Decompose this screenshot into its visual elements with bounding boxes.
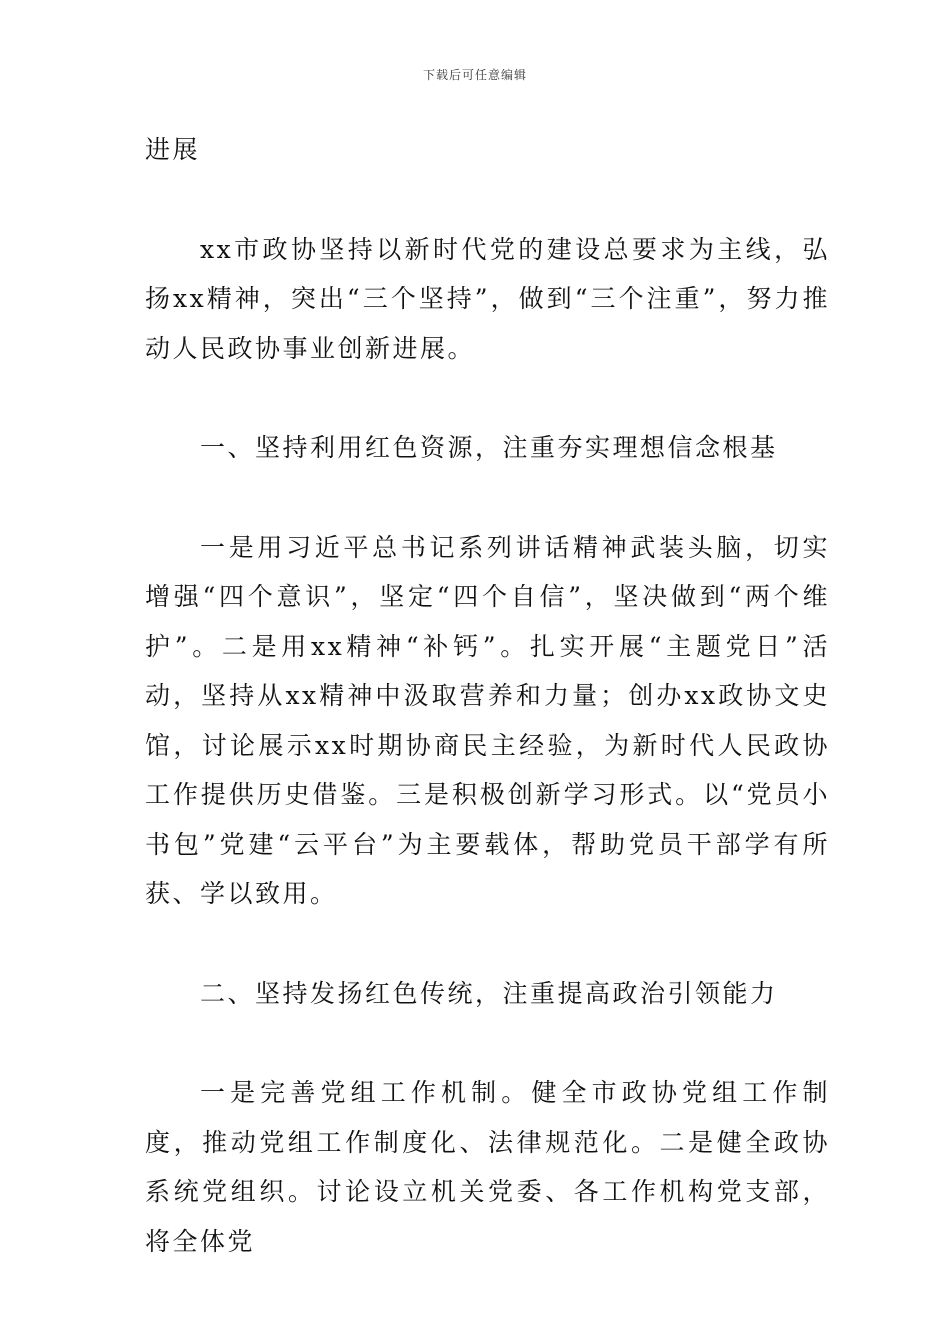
page-header-note: 下载后可任意编辑 — [422, 68, 527, 82]
paragraph-intro: xx市政协坚持以新时代党的建设总要求为主线，弘扬xx精神，突出“三个坚持”，做到“三个注重”，努力推动人民政协事业创新进展。 — [145, 234, 830, 363]
paragraph-section-1: 一是用习近平总书记系列讲话精神武装头脑，切实增强“四个意识”，坚定“四个自信”，坚决做到“两个维护”。二是用xx精神“补钙”。扎实开展“主题党日”活动，坚持从xx精神中汲取营养和力量；创办xx政协文史馆，讨论展示xx时期协商民主经验，为新时代人民政协工作提供历史借鉴。三是积极创新学习形式。以“党员小书包”党建“云平台”为主要载体，帮助党员干部学有所获、学以致用。 — [145, 532, 830, 908]
paragraph-gap — [145, 175, 830, 225]
section-heading-2: 二、坚持发扬红色传统，注重提高政治引领能力 — [200, 978, 778, 1008]
paragraph-gap — [145, 919, 830, 969]
paragraph-gap — [145, 473, 830, 523]
document-body — [145, 125, 830, 1266]
paragraph-continuation: 进展 — [145, 135, 201, 164]
paragraph-gap — [145, 1018, 830, 1068]
paragraph-gap — [145, 373, 830, 423]
section-heading-1: 一、坚持利用红色资源，注重夯实理想信念根基 — [200, 433, 778, 462]
paragraph-section-2: 一是完善党组工作机制。健全市政协党组工作制度，推动党组工作制度化、法律规范化。二是健全政协系统党组织。讨论设立机关党委、各工作机构党支部，将全体党 — [145, 1078, 830, 1256]
